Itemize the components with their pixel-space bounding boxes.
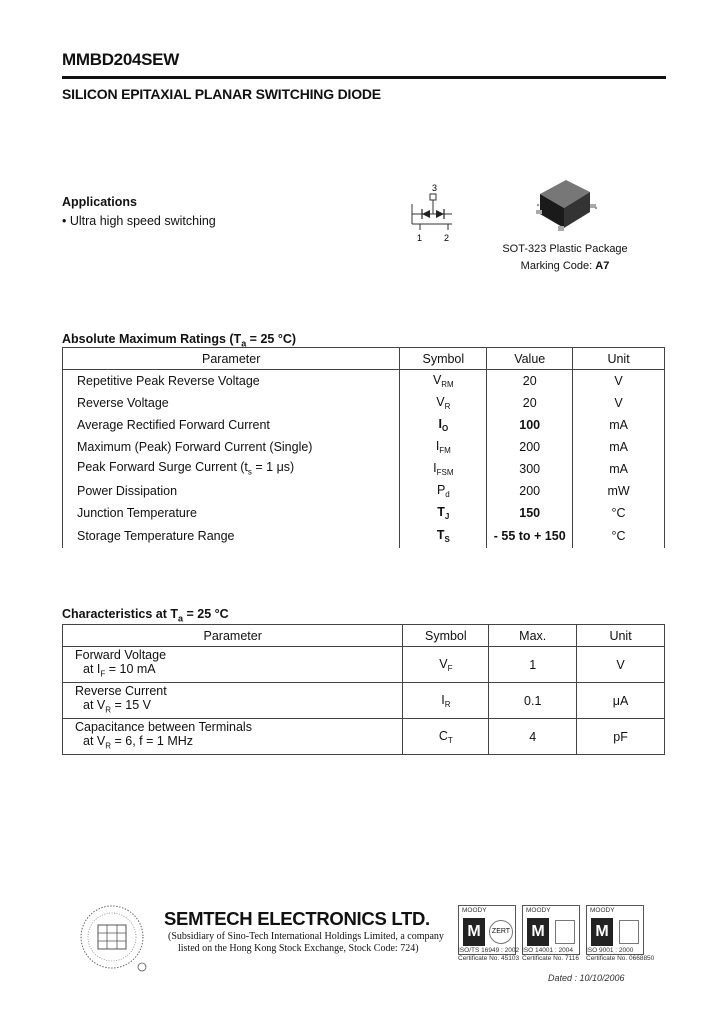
cert-badge-iso-9001: MOODY M [586,905,644,955]
sot323-package-image [528,172,604,240]
cert-1-name: ISO/TS 16949 : 2002 [458,947,520,954]
part-number: MMBD204SEW [62,50,179,69]
ukas-icon [619,920,639,944]
param-cell: Forward Voltage at $I_F = 10$ mA [63,647,403,683]
param-cell: Repetitive Peak Reverse Voltage [63,370,400,392]
table-row [63,370,665,392]
abs-max-title-pre: Absolute Maximum Ratings (T [62,332,242,346]
diode-2-icon [436,210,444,218]
marking-label: Marking Code: [520,260,596,272]
header-max: Max. [489,625,577,647]
header-unit: Unit [577,625,665,647]
value-cell: 200 [487,480,573,502]
abs-max-header-row [63,348,665,370]
cert-badge-iso-ts: MOODY M ZERT [458,905,516,955]
param-cell: Maximum (Peak) Forward Current (Single) [63,436,400,458]
unit-cell: V [577,647,665,683]
company-subsidiary-note: (Subsidiary of Sino-Tech International Holdings Limited, a company [168,931,444,942]
table-row [63,480,665,502]
pin-1-label: 1 [417,233,423,243]
table-row [63,414,665,436]
abs-max-title-post: = 25 °C) [246,332,297,346]
symbol-cell: $V_F$ [403,647,489,683]
characteristics-table [62,624,665,755]
cert-2-name: ISO 14001 : 2004 [522,947,573,954]
unit-cell: mA [573,414,665,436]
value-cell: - 55 to + 150 [487,524,573,548]
header-symbol: Symbol [400,348,487,370]
header-value: Value [487,348,573,370]
symbol-cell: $V_{RM}$ [400,370,487,392]
table-row [63,719,665,755]
value-cell: 150 [487,502,573,524]
cert-2-number: Certificate No. 7116 [522,955,579,962]
param-cell: Reverse Current at $V_R = 15$ V [63,683,403,719]
characteristics-title [62,607,229,624]
value-cell: 0.1 [489,683,577,719]
moody-m-icon: M [527,918,549,946]
header-parameter: Parameter [63,625,403,647]
table-row [63,458,665,480]
abs-max-table [62,347,665,548]
application-item: • Ultra high speed switching [62,214,216,228]
unit-cell: °C [573,502,665,524]
param-cell: Junction Temperature [63,502,400,524]
value-cell: 300 [487,458,573,480]
header-parameter: Parameter [63,348,400,370]
dated-stamp: Dated : 10/10/2006 [548,973,625,983]
diode-1-icon [422,210,430,218]
param-cell: Reverse Voltage [63,392,400,414]
symbol-cell: $V_R$ [400,392,487,414]
param-cell: Capacitance between Terminals at $V_R = 6$, f = 1 MHz [63,719,403,755]
value-cell: 4 [489,719,577,755]
header-symbol: Symbol [403,625,489,647]
table-row [63,683,665,719]
abs-max-title-sub: a [241,338,247,349]
semtech-logo [78,903,150,975]
param-cell: Average Rectified Forward Current [63,414,400,436]
applications-heading: Applications [62,195,138,209]
table-row [63,436,665,458]
package-name: SOT-323 Plastic Package [502,243,628,255]
title-rule [62,76,666,79]
company-listing-note: listed on the Hong Kong Stock Exchange, Stock Code: 724) [178,943,419,954]
unit-cell: μA [577,683,665,719]
pin-3-label: 3 [432,183,438,193]
symbol-cell: $I_O$ [400,414,487,436]
unit-cell: V [573,370,665,392]
param-cell: Peak Forward Surge Current ($t_s = 1$ μs) [63,458,400,480]
value-cell: 100 [487,414,573,436]
char-title-post: = 25 °C [183,607,229,621]
table-row [63,524,665,548]
diode-pin-diagram [400,180,470,246]
device-subtitle: SILICON EPITAXIAL PLANAR SWITCHING DIODE [62,86,381,102]
symbol-cell: $T_S$ [400,524,487,548]
param-cell: Storage Temperature Range [63,524,400,548]
cert-1-number: Certificate No. 45103 [458,955,520,962]
table-row [63,647,665,683]
char-header-row [63,625,665,647]
unit-cell: mA [573,436,665,458]
table-row [63,392,665,414]
table-row [63,502,665,524]
symbol-cell: $I_{FSM}$ [400,458,487,480]
unit-cell: pF [577,719,665,755]
char-title-sub: a [178,613,184,624]
char-title-pre: Characteristics at T [62,607,179,621]
symbol-cell: $T_J$ [400,502,487,524]
pin-2-label: 2 [444,233,450,243]
unit-cell: mW [573,480,665,502]
unit-cell: V [573,392,665,414]
value-cell: 20 [487,370,573,392]
value-cell: 1 [489,647,577,683]
marking-value: A7 [595,260,610,272]
pin-3-pad [430,194,436,200]
cert-3-number: Certificate No. 0668850 [586,955,655,962]
marking-code [490,260,640,272]
symbol-cell: $I_R$ [403,683,489,719]
cert-3-name: ISO 9001 : 2000 [586,947,634,954]
header-unit: Unit [573,348,665,370]
unit-cell: mA [573,458,665,480]
unit-cell: °C [573,524,665,548]
moody-m-icon: M [463,918,485,946]
symbol-cell: $P_d$ [400,480,487,502]
zert-icon: ZERT [489,920,513,944]
value-cell: 20 [487,392,573,414]
symbol-cell: $C_T$ [403,719,489,755]
ukas-icon [555,920,575,944]
company-name: SEMTECH ELECTRONICS LTD. [164,908,430,929]
param-cell: Power Dissipation [63,480,400,502]
symbol-cell: $I_{FM}$ [400,436,487,458]
moody-m-icon: M [591,918,613,946]
cert-badge-iso-14001: MOODY M [522,905,580,955]
value-cell: 200 [487,436,573,458]
